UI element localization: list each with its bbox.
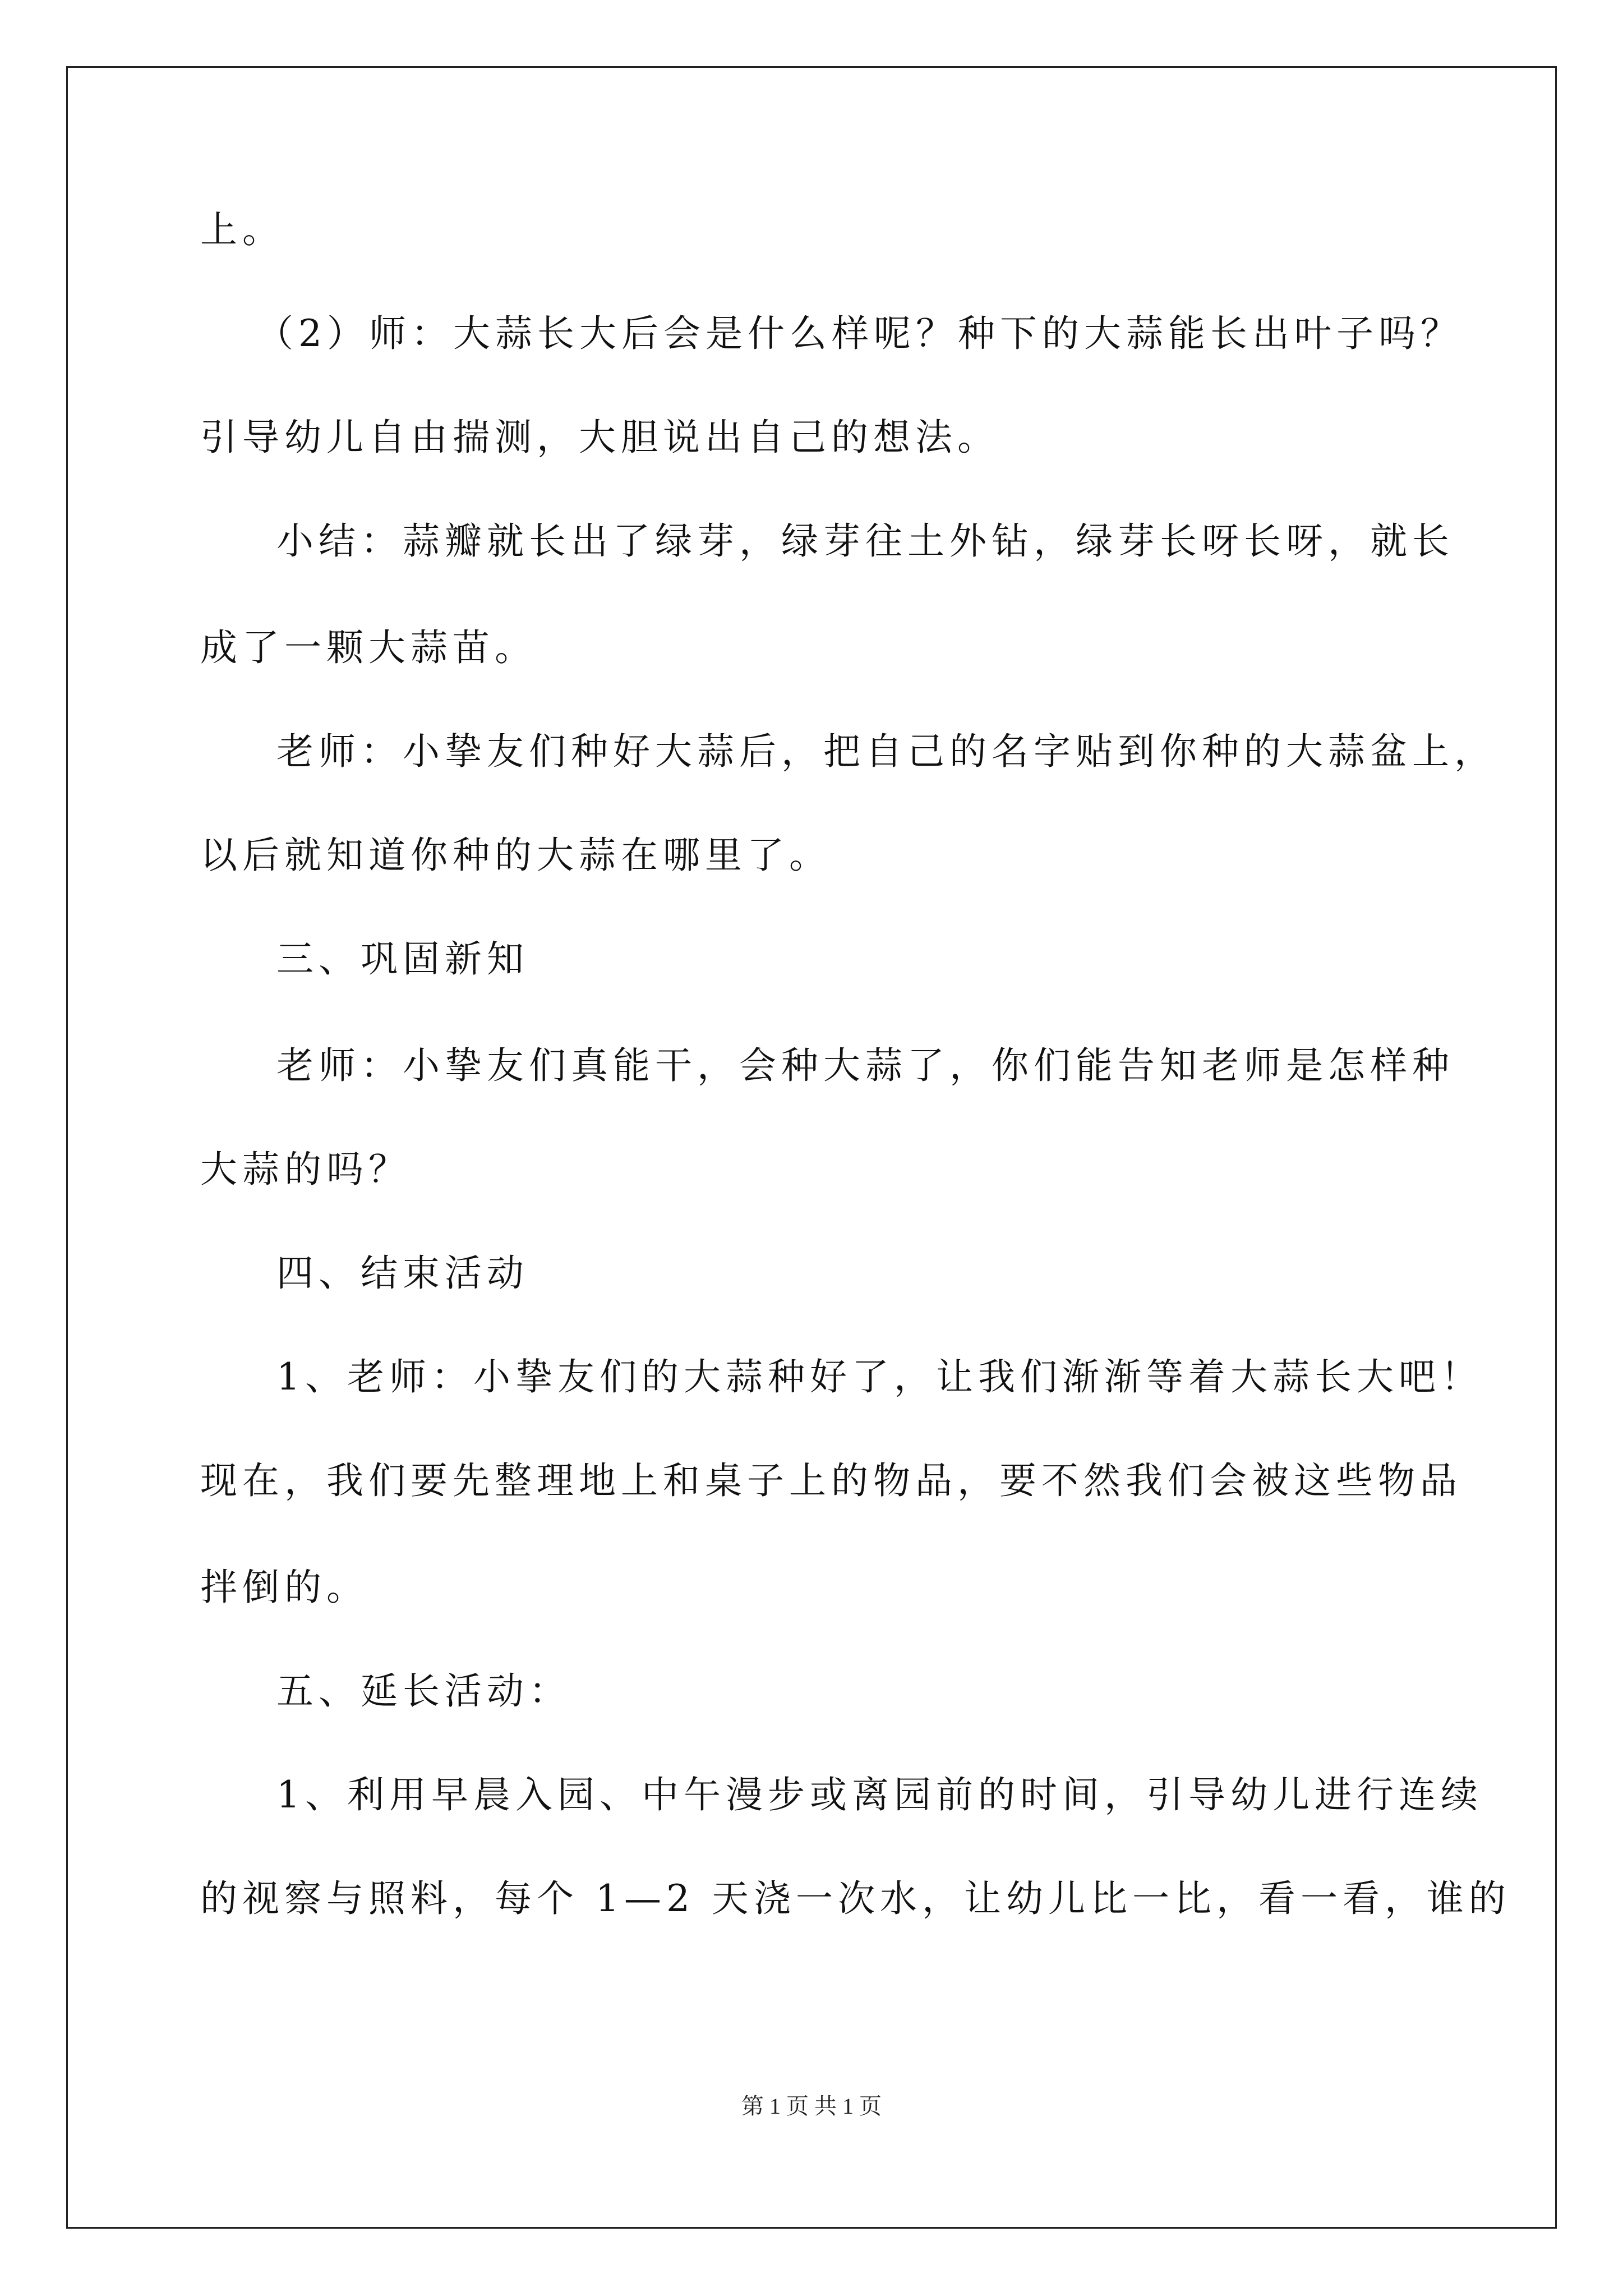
text-line: 大蒜的吗？	[200, 1148, 411, 1191]
text-line: 1、利用早晨入园、中午漫步或离园前的时间，引导幼儿进行连续	[276, 1773, 1483, 1816]
section-heading: 三、巩固新知	[276, 937, 529, 981]
page-number-footer: 第 1 页 共 1 页	[741, 2093, 882, 2119]
text-line: 上。	[200, 208, 284, 251]
text-line: 小结：蒜瓣就长出了绿芽，绿芽往土外钻，绿芽长呀长呀，就长	[276, 519, 1454, 563]
text-line: 老师：小挚友们真能干，会种大蒜了，你们能告知老师是怎样种	[276, 1044, 1454, 1087]
text-line: （2）师：大蒜长大后会是什么样呢？种下的大蒜能长出叶子吗？	[256, 312, 1463, 355]
text-line: 老师：小挚友们种好大蒜后，把自己的名字贴到你种的大蒜盆上，	[276, 730, 1496, 773]
section-heading: 五、延长活动：	[276, 1669, 571, 1713]
text-line: 现在，我们要先整理地上和桌子上的物品，要不然我们会被这些物品	[200, 1459, 1462, 1502]
text-line: 以后就知道你种的大蒜在哪里了。	[200, 834, 831, 877]
text-line: 成了一颗大蒜苗。	[200, 626, 537, 669]
text-line: 1、老师：小挚友们的大蒜种好了，让我们渐渐等着大蒜长大吧！	[276, 1355, 1483, 1398]
text-line: 的视察与照料，每个 1—2 天浇一次水，让幼儿比一比，看一看，谁的	[200, 1877, 1511, 1920]
text-line: 引导幼儿自由揣测，大胆说出自己的想法。	[200, 416, 999, 459]
text-line: 拌倒的。	[200, 1566, 368, 1609]
section-heading: 四、结束活动	[276, 1251, 529, 1295]
